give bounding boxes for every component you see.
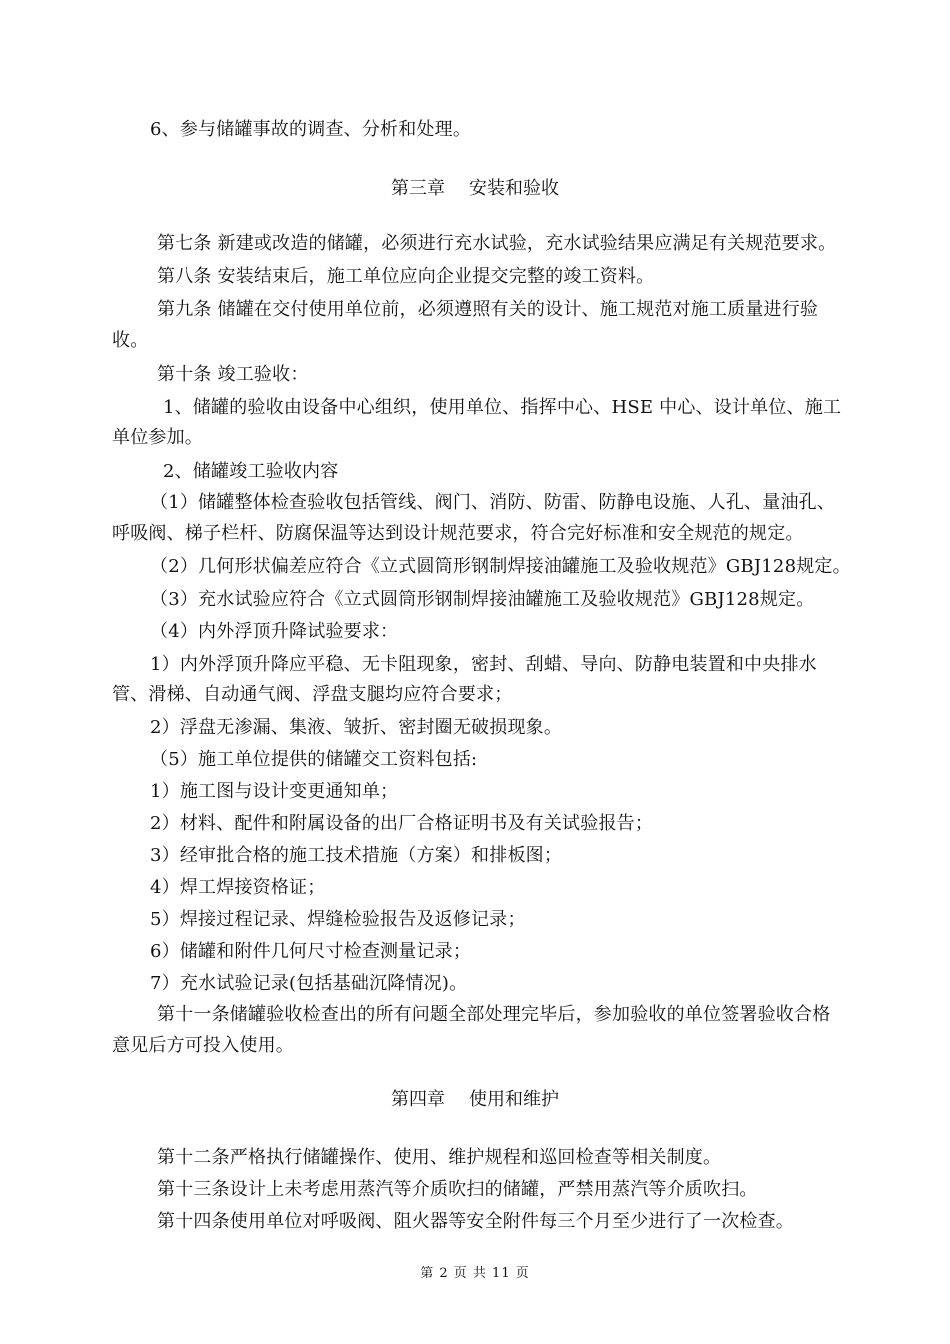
chapter-title: 使用和维护 — [469, 1089, 559, 1110]
chapter-number: 第四章 — [391, 1089, 445, 1110]
paragraph-line: 1）内外浮顶升降应平稳、无卡阻现象，密封、刮蜡、导向、防静电装置和中央排水 — [150, 654, 817, 675]
paragraph-line: 2）浮盘无渗漏、集液、皱折、密封圈无破损现象。 — [150, 717, 563, 738]
paragraph-line: 1）施工图与设计变更通知单； — [150, 781, 399, 802]
paragraph-line: （2）几何形状偏差应符合《立式圆筒形钢制焊接油罐施工及验收规范》GBJ128规定。 — [150, 556, 851, 577]
paragraph-line: 第七条 新建或改造的储罐，必须进行充水试验，充水试验结果应满足有关规范要求。 — [157, 233, 837, 254]
paragraph-line: 1、储罐的验收由设备中心组织，使用单位、指挥中心、HSE 中心、设计单位、施工 — [163, 397, 842, 418]
chapter-number: 第三章 — [391, 178, 445, 199]
paragraph-line: 第十条 竣工验收： — [157, 364, 309, 385]
paragraph-line: 2、储罐竣工验收内容 — [163, 461, 339, 482]
chapter-heading — [0, 177, 950, 201]
paragraph-line: 4）焊工焊接资格证； — [150, 877, 326, 898]
paragraph-line: 第十四条使用单位对呼吸阀、阻火器等安全附件每三个月至少进行了一次检查。 — [157, 1211, 794, 1232]
paragraph-line: 5）焊接过程记录、焊缝检验报告及返修记录； — [150, 909, 526, 930]
paragraph-line: （4）内外浮顶升降试验要求： — [150, 621, 399, 642]
paragraph-line: 第十一条储罐验收检查出的所有问题全部处理完毕后，参加验收的单位签署验收合格 — [157, 1004, 831, 1025]
paragraph-line: 7）充水试验记录(包括基础沉降情况)。 — [150, 973, 468, 994]
paragraph-line: 管、滑梯、自动通气阀、浮盘支腿均应符合要求； — [112, 684, 513, 705]
page-number-footer: 第 2 页 共 11 页 — [420, 1266, 530, 1281]
paragraph-line: 第十二条严格执行储罐操作、使用、维护规程和巡回检查等相关制度。 — [157, 1147, 722, 1168]
chapter-title: 安装和验收 — [469, 178, 559, 199]
paragraph-line: （5）施工单位提供的储罐交工资料包括: — [150, 749, 478, 770]
paragraph-line: 6、参与储罐事故的调查、分析和处理。 — [150, 119, 472, 140]
paragraph-line: 收。 — [112, 330, 149, 351]
paragraph-line: （3）充水试验应符合《立式圆筒形钢制焊接油罐施工及验收规范》GBJ128规定。 — [150, 589, 815, 610]
paragraph-line: （1）储罐整体检查验收包括管线、阀门、消防、防雷、防静电设施、人孔、量油孔、 — [150, 492, 836, 513]
paragraph-line: 第十三条设计上未考虑用蒸汽等介质吹扫的储罐，严禁用蒸汽等介质吹扫。 — [157, 1179, 758, 1200]
paragraph-line: 6）储罐和附件几何尺寸检查测量记录； — [150, 941, 472, 962]
paragraph-line: 第九条 储罐在交付使用单位前，必须遵照有关的设计、施工规范对施工质量进行验 — [157, 299, 819, 320]
paragraph-line: 意见后方可投入使用。 — [112, 1035, 294, 1056]
paragraph-line: 呼吸阀、梯子栏杆、防腐保温等达到设计规范要求，符合完好标准和安全规范的规定。 — [112, 523, 804, 544]
chapter-heading — [0, 1088, 950, 1112]
paragraph-line: 2）材料、配件和附属设备的出厂合格证明书及有关试验报告； — [150, 813, 654, 834]
paragraph-line: 3）经审批合格的施工技术措施（方案）和排板图； — [150, 845, 563, 866]
paragraph-line: 单位参加。 — [112, 427, 203, 448]
paragraph-line: 第八条 安装结束后，施工单位应向企业提交完整的竣工资料。 — [157, 266, 655, 287]
